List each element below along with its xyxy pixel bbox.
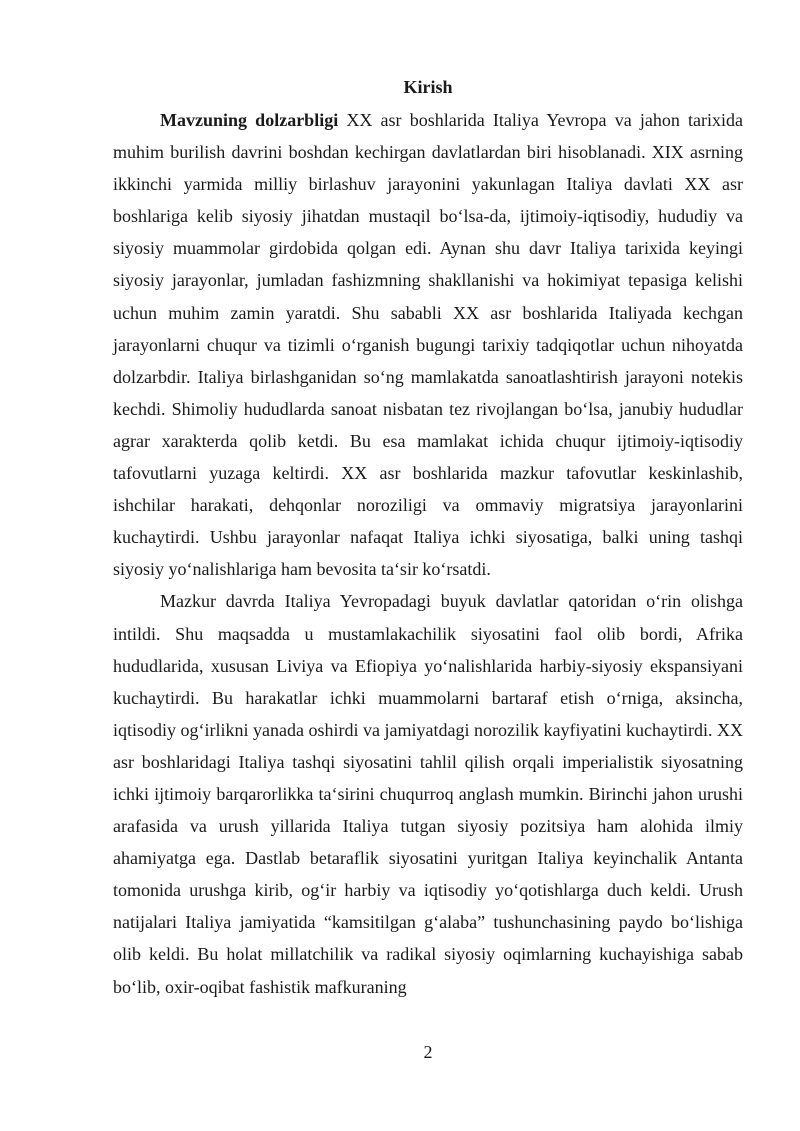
- page-title: Kirish: [403, 77, 453, 97]
- document-body: [113, 104, 743, 1003]
- paragraph-text: Mazkur davrda Italiya Yevropadagi buyuk davlatlar qatoridan o‘rin olishga intildi. Shu maqsadda u mustamlakachilik siyosatini faol olib bordi, Afrika hududlarida, xususan Liviya va Efiopiya yo‘nalishlarida harbiy-siyosiy ekspansiyani kuchaytirdi. Bu harakatlar ichki muammolarni bartaraf etish o‘rniga, aksincha, iqtisodiy og‘irlikni yanada oshirdi va jamiyatdagi norozilik kayfiyatini kuchaytirdi. XX asr boshlaridagi Italiya tashqi siyosatini tahlil qilish orqali imperialistik siyosatning ichki ijtimoiy barqarorlikka ta‘sirini chuqurroq anglash mumkin. Birinchi jahon urushi arafasida va urush yillarida Italiya tutgan siyosiy pozitsiya ham alohida ilmiy ahamiyatga ega. Dastlab betaraflik siyosatini yuritgan Italiya keyinchalik Antanta tomonida urushga kirib, og‘ir harbiy va iqtisodiy yo‘qotishlarga duch keldi. Urush natijalari Italiya jamiyatida “kamsitilgan g‘alaba” tushunchasining paydo bo‘lishiga olib keldi. Bu holat millatchilik va radikal siyosiy oqimlarning kuchayishiga sabab bo‘lib, oxir-oqibat fashistik mafkuraning: [113, 591, 743, 997]
- paragraph-text: XX asr boshlarida Italiya Yevropa va jahon tarixida muhim burilish davrini boshdan kechirgan davlatlardan biri hisoblanadi. XIX asrning ikkinchi yarmida milliy birlashuv jarayonini yakunlagan Italiya davlati XX asr boshlariga kelib siyosiy jihatdan mustaqil bo‘lsa-da, ijtimoiy-iqtisodiy, hududiy va siyosiy muammolar girdobida qolgan edi. Aynan shu davr Italiya tarixida keyingi siyosiy jarayonlar, jumladan fashizmning shakllanishi va hokimiyat tepasiga kelishi uchun muhim zamin yaratdi. Shu sababli XX asr boshlarida Italiyada kechgan jarayonlarni chuqur va tizimli o‘rganish bugungi tarixiy tadqiqotlar uchun nihoyatda dolzarbdir. Italiya birlashganidan so‘ng mamlakatda sanoatlashtirish jarayoni notekis kechdi. Shimoliy hududlarda sanoat nisbatan tez rivojlangan bo‘lsa, janubiy hududlar agrar xarakterda qolib ketdi. Bu esa mamlakat ichida chuqur ijtimoiy-iqtisodiy tafovutlarni yuzaga keltirdi. XX asr boshlarida mazkur tafovutlar keskinlashib, ishchilar harakati, dehqonlar noroziligi va ommaviy migratsiya jarayonlarini kuchaytirdi. Ushbu jarayonlar nafaqat Italiya ichki siyosatiga, balki uning tashqi siyosiy yo‘nalishlariga ham bevosita ta‘sir ko‘rsatdi.: [113, 110, 744, 580]
- paragraph-foreign-policy: [113, 585, 743, 1002]
- paragraph-lead: Mavzuning dolzarbligi: [160, 110, 339, 130]
- paragraph-relevance: [113, 104, 743, 585]
- page-number: 2: [423, 1042, 433, 1062]
